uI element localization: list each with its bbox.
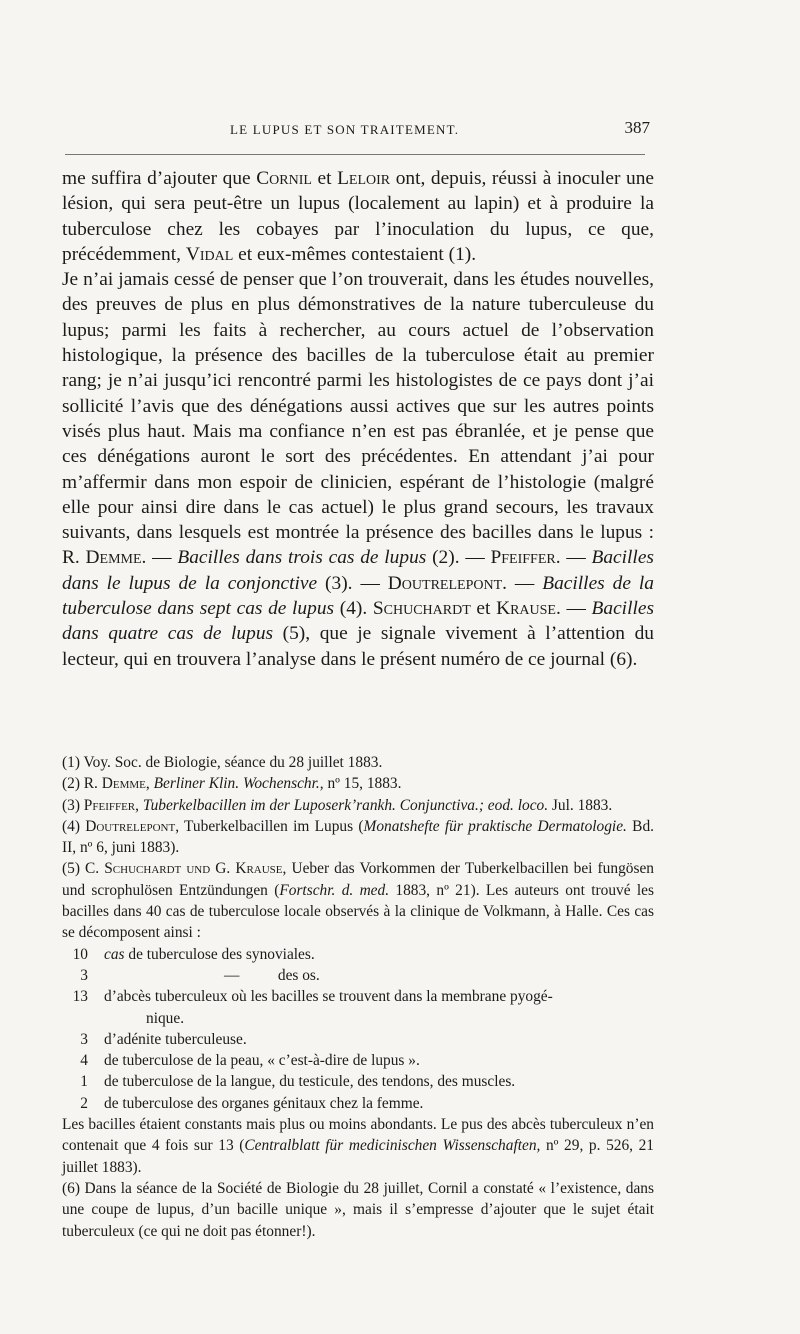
work-title: Monatshefte für praktische Dermatologie. xyxy=(363,817,627,835)
author-name: R. Demme. xyxy=(62,547,147,569)
header-rule xyxy=(65,154,645,155)
footnote-6: (6) Dans la séance de la Société de Biologie du 28 juillet, Cornil a constaté « l’existence, dans une coupe de lupus, d’un bacille unique », mais il s’empresse d’ajouter que le sujet était tuberculeux (ce qui ne doit pas étonner!). xyxy=(62,1179,654,1240)
author-name: Leloir xyxy=(337,168,391,189)
text-run: (4) xyxy=(62,817,86,835)
text-run: nº 15, 1883. xyxy=(323,775,402,793)
text-run: (3) xyxy=(62,796,84,814)
text-run: Ueber das Vorkommen der Tuberkelbacillen bei fungösen und scrophulösen Entzündungen ( xyxy=(62,860,654,899)
case-text xyxy=(104,944,654,965)
case-text: de tuberculose de la langue, du testicule, des tendons, des muscles. xyxy=(104,1073,516,1091)
case-list xyxy=(62,944,654,1114)
text-run: Jul. 1883. xyxy=(548,796,613,814)
case-row xyxy=(62,1008,654,1029)
text-run: nº 29, p. 526, 21 juillet 1883). xyxy=(62,1137,654,1176)
text-run: Les bacilles étaient constants mais plus ou moins abondants. Le pus des abcès tuberculeux n’en contenait que 4 fois sur 13 ( xyxy=(62,1116,654,1155)
work-title: Fortschr. d. med. xyxy=(279,881,390,899)
case-row xyxy=(62,965,654,986)
case-text: nique. xyxy=(146,1009,185,1027)
work-title: Bacilles dans trois cas de lupus xyxy=(177,547,427,569)
work-title: Bacilles dans le lupus de la conjonctive xyxy=(62,547,654,594)
text-run: (3). — xyxy=(317,572,388,594)
text-run: (2) R. xyxy=(62,775,102,793)
author-name: Pfeiffer, xyxy=(83,796,139,814)
footnotes xyxy=(62,752,654,1242)
text-run: (5) C. xyxy=(62,860,105,878)
text-run: — xyxy=(560,598,592,620)
text-run: 1883, nº 21). Les auteurs ont trouvé les bacilles dans 40 cas de tuberculose locale observés à la clinique de Volkmann, à Halle. Ces cas se décomposent ainsi : xyxy=(62,881,654,942)
case-count: 3 xyxy=(80,966,88,984)
footnote-5 xyxy=(62,858,654,943)
work-title: Tuberkelbacillen im der Luposerk’rankh. Conjunctiva.; eod. loco. xyxy=(142,796,549,814)
text-run: et xyxy=(470,598,497,620)
author-name: Krause. xyxy=(496,598,561,620)
case-count: 10 xyxy=(72,945,88,963)
footnote-5-continued xyxy=(62,1114,654,1178)
text-run: — xyxy=(560,547,592,569)
text-run: (2). — xyxy=(426,547,491,569)
case-text: — des os. xyxy=(224,966,320,984)
text-run: (5), que je signale vivement à l’attention du lecteur, qui en trouvera l’analyse dans le présent numéro de ce journal (6). xyxy=(62,623,654,670)
author-name: Vidal xyxy=(185,243,234,265)
text-run: me suffira d’ajouter que xyxy=(62,168,257,189)
case-count: 13 xyxy=(72,988,88,1006)
case-row xyxy=(62,1050,654,1071)
text-run: Je n’ai jamais cessé de penser que l’on trouverait, dans les études nouvelles, des preuves de plus en plus démonstratives de la nature tuberculeuse du lupus; parmi les faits à rechercher, au cours actuel de l’observation histologique, la présence des bacilles de la tuberculose était au premier rang; je n’ai jusqu’ici rencontré parmi les histologistes de ce pays dont j’ai sollicité l’avis que des dénégations aussi actives que sur les autres points visés plus haut. Mais ma confiance n’en est pas ébranlée, et je pense que ces dénégations auront le sort des précédentes. En attendant j’ai pour m’affermir dans mon espoir de clinicien, espérant de l’histologie (malgré elle pour ainsi dire dans le cas actuel) le plus grand secours, les travaux suivants, dans lesquels est montrée la présence des bacilles dans le lupus : xyxy=(62,269,654,544)
text-run: — xyxy=(506,572,543,594)
case-count: 4 xyxy=(80,1052,88,1070)
footnote-3 xyxy=(62,795,654,816)
case-count: 3 xyxy=(80,1030,88,1048)
author-name: Doutrelepont. xyxy=(387,572,507,594)
text-run: et eux-mêmes contestaient (1). xyxy=(233,243,477,265)
author-name: Doutrelepont, xyxy=(85,817,180,835)
case-text: de tuberculose des organes génitaux chez la femme. xyxy=(104,1094,424,1112)
footnote-4 xyxy=(62,816,654,859)
case-count xyxy=(62,1008,104,1029)
text-run: ont, depuis, réussi à inoculer une lésion, qui sera peut-être un lupus (localement au lapin) et à produire la tuberculose chez les cobayes par l’inoculation du lupus, ce que, précédemment, xyxy=(62,168,654,265)
text-run: — xyxy=(146,547,178,569)
text-run: de tuberculose des synoviales. xyxy=(124,945,315,963)
author-name: Cornil xyxy=(256,168,312,189)
paragraph-1 xyxy=(62,166,654,267)
case-row xyxy=(62,1093,654,1114)
case-text: d’abcès tuberculeux où les bacilles se trouvent dans la membrane pyogé- xyxy=(104,988,553,1006)
author-name: Pfeiffer. xyxy=(490,547,561,569)
case-count: 2 xyxy=(80,1094,88,1112)
case-text: d’adénite tuberculeuse. xyxy=(104,1030,247,1048)
author-name: Schuchardt xyxy=(372,598,471,620)
work-title: Bacilles dans quatre cas de lupus xyxy=(62,598,654,645)
work-title: Berliner Klin. Wochenschr., xyxy=(153,775,324,793)
author-name: Demme, xyxy=(101,775,150,793)
paragraph-2 xyxy=(62,267,654,672)
case-row xyxy=(62,944,654,965)
footnote-2 xyxy=(62,773,654,794)
text-run: G. xyxy=(210,860,236,878)
case-count: 1 xyxy=(80,1073,88,1091)
author-name: Krause, xyxy=(235,860,287,878)
work-title: Bacilles de la tuberculose dans sept cas de lupus xyxy=(62,572,654,620)
text-run: (4). xyxy=(334,598,373,620)
text-run: et xyxy=(311,168,338,189)
body-text xyxy=(62,166,654,672)
case-row xyxy=(62,1071,654,1092)
author-name: Schuchardt und xyxy=(104,860,211,878)
work-title: Centralblatt für medicinischen Wissenschaften, xyxy=(244,1137,541,1155)
page-number: 387 xyxy=(624,118,650,137)
running-title: LE LUPUS ET SON TRAITEMENT. xyxy=(230,122,460,137)
running-head xyxy=(60,118,650,142)
text-run: Bd. II, nº 6, juni 1883). xyxy=(62,817,654,857)
case-row xyxy=(62,1029,654,1050)
footnote-1: (1) Voy. Soc. de Biologie, séance du 28 juillet 1883. xyxy=(62,754,383,771)
text-run: cas xyxy=(104,945,125,963)
case-text: de tuberculose de la peau, « c’est-à-dire de lupus ». xyxy=(104,1052,420,1070)
text-run: Tuberkelbacillen im Lupus ( xyxy=(179,817,364,835)
case-row xyxy=(62,986,654,1007)
